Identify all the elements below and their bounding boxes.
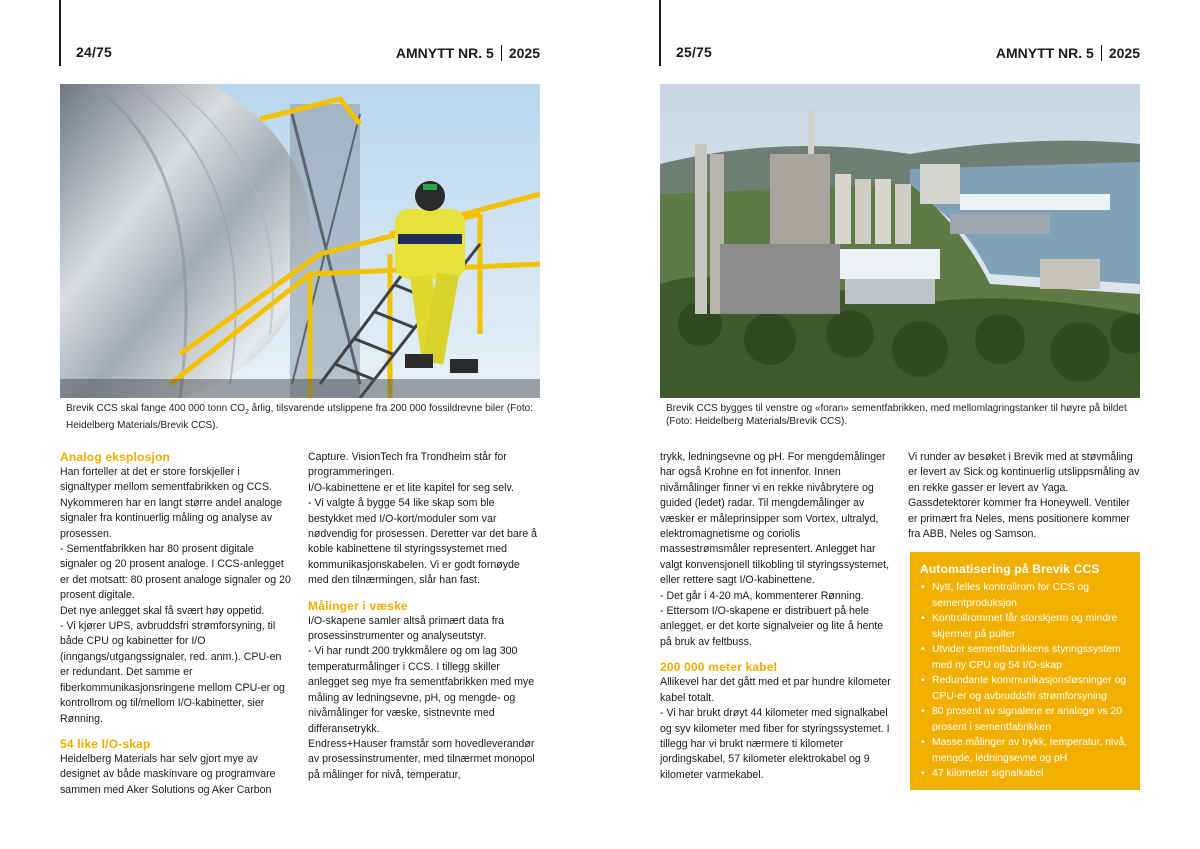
magazine-year: 2025 (1108, 45, 1140, 61)
paragraph: I/O-kabinettene er et lite kapitel for seg selv. (308, 481, 514, 494)
page-number: 25/75 (676, 44, 713, 60)
plant-aerial-photo (660, 84, 1140, 398)
section-heading: Analog eksplosjon (60, 450, 171, 464)
paragraph: Capture. VisionTech fra Trondheim står for programmeringen. (308, 451, 507, 479)
fact-box-item: • Masse målinger av trykk, temperatur, nivå, mengde, ledningsevne og pH (920, 735, 1130, 766)
paragraph: - Vi valgte å bygge 54 like skap som ble bestykket med I/O-kort/moduler som var nødvendig for prosessen. Deretter var det bare å koble kabinettene til styringssystemet med kommunikasjonskabelen. Vi er godt fornøyde med den tilnærmingen, slår han fast. (308, 497, 538, 587)
section-heading: 200 000 meter kabel (660, 660, 778, 675)
magazine-title: AMNYTT NR. 5 (395, 45, 494, 61)
paragraph: trykk, ledningsevne og pH. For mengdemålinger har også Krohne en fot innenfor. Innen nivåmålinger finner vi en rekke nivåbrytere og guided (ledet) radar. Til mengdemålinger av væsker er måleprinsipper som Vortex, ultralyd, elektromagnetisme og coriolis massestrømsmåler representert. Anlegget har valgt konvensjonell tilkobling til styringssystemet, eller rettere sagt I/O-kabinettene. (660, 451, 890, 587)
fact-box-item: • 80 prosent av signalene er analoge vs 20 prosent i sementfabrikken (920, 704, 1130, 735)
paragraph: - Vi kjører UPS, avbruddsfri strømforsyning, til både CPU og kabinetter for I/O (inngangs/utgangssignaler, red. anm.). CPU-en er redundant. Det samme er fiberkommunikasjonsringene mellom CPU-er og kontrollrom og til/mellom I/O-kabinetter, sier Rønning. (60, 620, 285, 725)
photo-caption: Brevik CCS bygges til venstre og «foran» sementfabrikken, med mellomlagringstanker til høyre på bildet (Foto: Heidelberg Materials/Brevik CCS). (666, 403, 1127, 427)
paragraph: I/O-skapene samler altså primært data fra prosessinstrumenter og analyseutstyr. (308, 614, 505, 643)
paragraph: - Ettersom I/O-skapene er distribuert på hele anlegget, er det korte signalveier og lite å hente på bruk av feltbuss. (660, 605, 884, 648)
page-number: 24/75 (76, 44, 113, 60)
fact-box-list (920, 580, 1130, 782)
header-rule (659, 0, 661, 66)
paragraph: - Det går i 4-20 mA, kommenterer Rønning. (660, 589, 864, 602)
header-rule (59, 0, 61, 66)
caption-subscript: 2 (244, 409, 249, 416)
article-column-2 (308, 450, 540, 783)
paragraph: Det nye anlegget skal få svært høy oppetid. (60, 604, 265, 617)
section-heading: 54 like I/O-skap (60, 736, 151, 751)
fact-box-item: • 47 kilometer signalkabel (920, 766, 1130, 782)
article-column-3 (660, 450, 892, 783)
fact-box-item: • Utvider sementfabrikkens styringssystem med ny CPU og 54 I/O-skap (920, 642, 1130, 673)
magazine-title: AMNYTT NR. 5 (995, 45, 1094, 61)
paragraph: Endress+Hauser framstår som hovedleverandør av prosessinstrumenter, med tilnærmet monopol på målinger for nivå, temperatur, (308, 737, 535, 781)
fact-box-item: • Redundante kommunikasjonsløsninger og CPU-er og avbruddsfri strømforsyning (920, 673, 1130, 704)
magazine-header (996, 45, 1140, 61)
fact-box-title: Automatisering på Brevik CCS (920, 562, 1100, 576)
photo-caption (66, 402, 546, 432)
article-column-4 (908, 450, 1140, 542)
header-separator (501, 45, 502, 61)
worker-stairs-photo (60, 84, 540, 398)
paragraph: - Sementfabrikken har 80 prosent digitale signaler og 20 prosent analoge. I CCS-anlegget er det motsatt: 80 prosent analoge signaler og 20 prosent digitale. (60, 543, 291, 602)
fact-box-item: • Kontrollrommet får storskjerm og mindre skjermer på pulter (920, 611, 1130, 642)
paragraph: Heidelberg Materials har selv gjort mye av designet av både maskinvare og programvare sammen med Aker Solutions og Aker Carbon (60, 752, 276, 796)
paragraph: Allikevel har det gått med et par hundre kilometer kabel totalt. (660, 676, 891, 704)
worker-stairs-illustration (60, 84, 540, 398)
plant-aerial-illustration (660, 84, 1140, 398)
paragraph: Han forteller at det er store forskjeller i signaltyper mellom sementfabrikken og CCS. Nykommeren har en langt større andel analoge signaler fra kontinuerlig måling og analyse av prosessen. (60, 466, 282, 540)
magazine-year: 2025 (508, 45, 540, 61)
fact-box-item: • Nytt, felles kontrollrom for CCS og sementproduksjon (920, 580, 1130, 611)
fact-box (910, 552, 1140, 790)
article-column-1 (60, 450, 292, 798)
paragraph: - Vi har rundt 200 trykkmålere og om lag 300 temperaturmålinger i CCS. I tillegg skiller anlegget seg mye fra sementfabrikken med mye måling av ledningsevne, pH, og mengde- og nivåmålinger for væske, sistnevnte med differansetrykk. (308, 645, 535, 735)
caption-text-start: Brevik CCS skal fange 400 000 tonn CO (66, 403, 245, 414)
paragraph: - Vi har brukt drøyt 44 kilometer med signalkabel og syv kilometer med fiber for styringssystemet. I tillegg har vi brukt nærmere ti kilometer jordingskabel, 57 kilometer elektrokabel og 9 kilometer varmekabel. (660, 707, 890, 781)
paragraph: Vi runder av besøket i Brevik med at støvmåling er levert av Sick og kontinuerlig utslippsmåling av en rekke gasser er levert av Yaga. Gassdetektorer kommer fra Honeywell. Ventiler er primært fra Neles, mens positionere kommer fra ABB, Neles og Samson. (908, 451, 1140, 541)
section-heading: Målinger i væske (308, 598, 408, 613)
caption-text-end: årlig, tilsvarende utslippene fra 200 000 fossildrevne biler (Foto: Heidelberg Materials/Brevik CCS). (66, 403, 533, 431)
header-separator (1101, 45, 1102, 61)
magazine-header (396, 45, 540, 61)
